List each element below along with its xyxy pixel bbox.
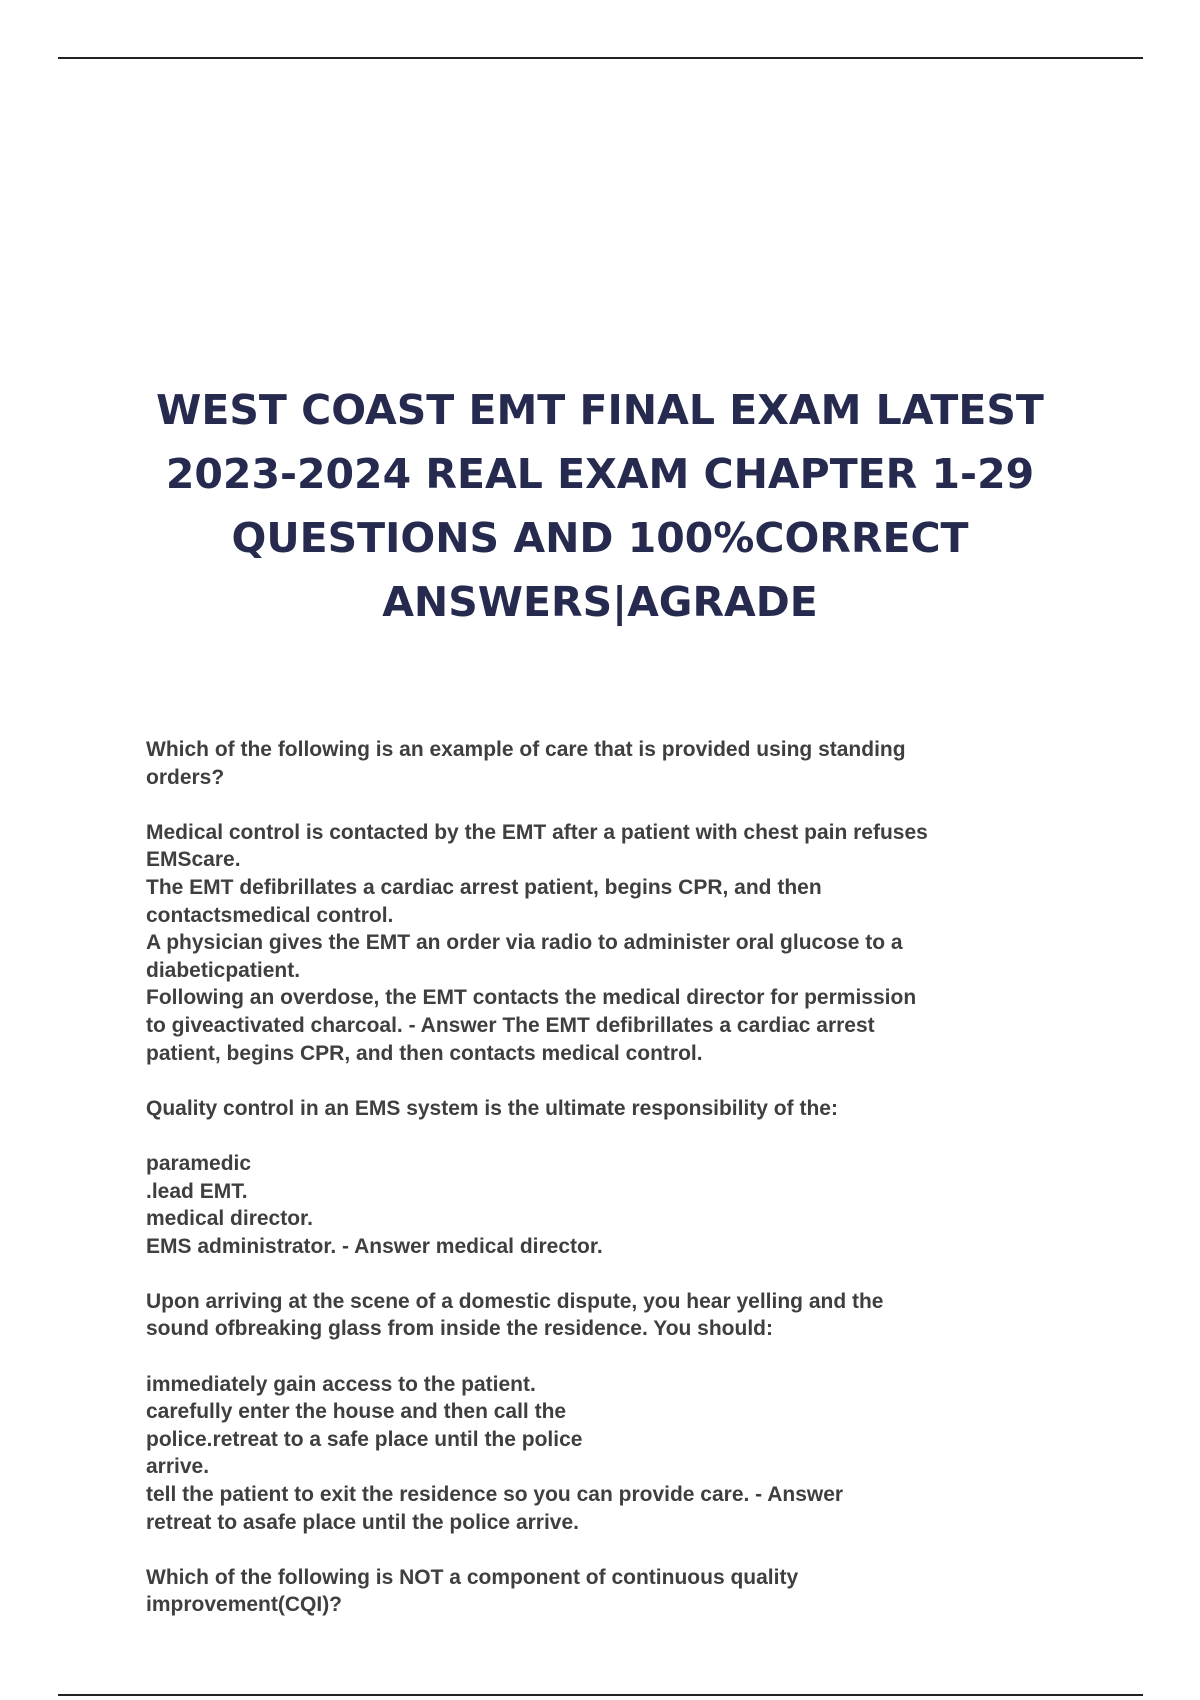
text-line: to giveactivated charcoal. - Answer The EMT defibrillates a cardiac arrest [146,1013,875,1037]
text-line: Which of the following is an example of care that is provided using standing [146,738,906,761]
text-block [146,1564,1086,1619]
text-line: Quality control in an EMS system is the ultimate responsibility of the: [146,1096,838,1120]
title-line: WEST COAST EMT FINAL EXAM LATEST [156,386,1044,434]
text-block [146,1288,1086,1343]
text-line: carefully enter the house and then call the [146,1400,567,1424]
text-line: EMS administrator. - Answer medical director. [146,1234,603,1258]
title-line: ANSWERS|AGRADE [382,578,818,626]
text-line: orders? [146,765,225,789]
document-body [146,736,1086,1647]
document-title [120,378,1080,634]
text-block [146,1150,1086,1260]
text-line: paramedic [146,1151,252,1175]
text-line: police.retreat to a safe place until the police [146,1427,583,1451]
text-line: EMScare. [146,848,241,872]
text-line: Which of the following is NOT a component of continuous quality [146,1565,799,1589]
text-line: The EMT defibrillates a cardiac arrest patient, begins CPR, and then [146,875,822,899]
text-line: arrive. [146,1455,210,1479]
text-line: sound ofbreaking glass from inside the residence. You should: [146,1317,773,1341]
text-block [146,1371,1086,1537]
text-line: Upon arriving at the scene of a domestic dispute, you hear yelling and the [146,1289,884,1313]
text-line: immediately gain access to the patient. [146,1372,536,1396]
title-line: 2023-2024 REAL EXAM CHAPTER 1-29 [165,450,1035,498]
title-line: QUESTIONS AND 100%CORRECT [231,514,969,562]
bottom-rule [58,1694,1143,1696]
text-line: contactsmedical control. [146,903,394,927]
text-line: medical director. [146,1207,313,1231]
text-line: patient, begins CPR, and then contacts medical control. [146,1041,703,1065]
text-line: diabeticpatient. [146,958,301,982]
text-block [146,819,1086,1067]
text-line: improvement(CQI)? [146,1593,343,1617]
text-line: Following an overdose, the EMT contacts the medical director for permission [146,986,917,1010]
text-line: Medical control is contacted by the EMT after a patient with chest pain refuses [146,820,928,844]
top-rule [58,57,1143,59]
text-line: .lead EMT. [146,1179,248,1203]
text-block [146,1095,1086,1123]
text-line: retreat to asafe place until the police arrive. [146,1510,579,1534]
text-block [146,736,1086,791]
text-line: A physician gives the EMT an order via radio to administer oral glucose to a [146,931,903,955]
text-line: tell the patient to exit the residence so you can provide care. - Answer [146,1483,844,1507]
